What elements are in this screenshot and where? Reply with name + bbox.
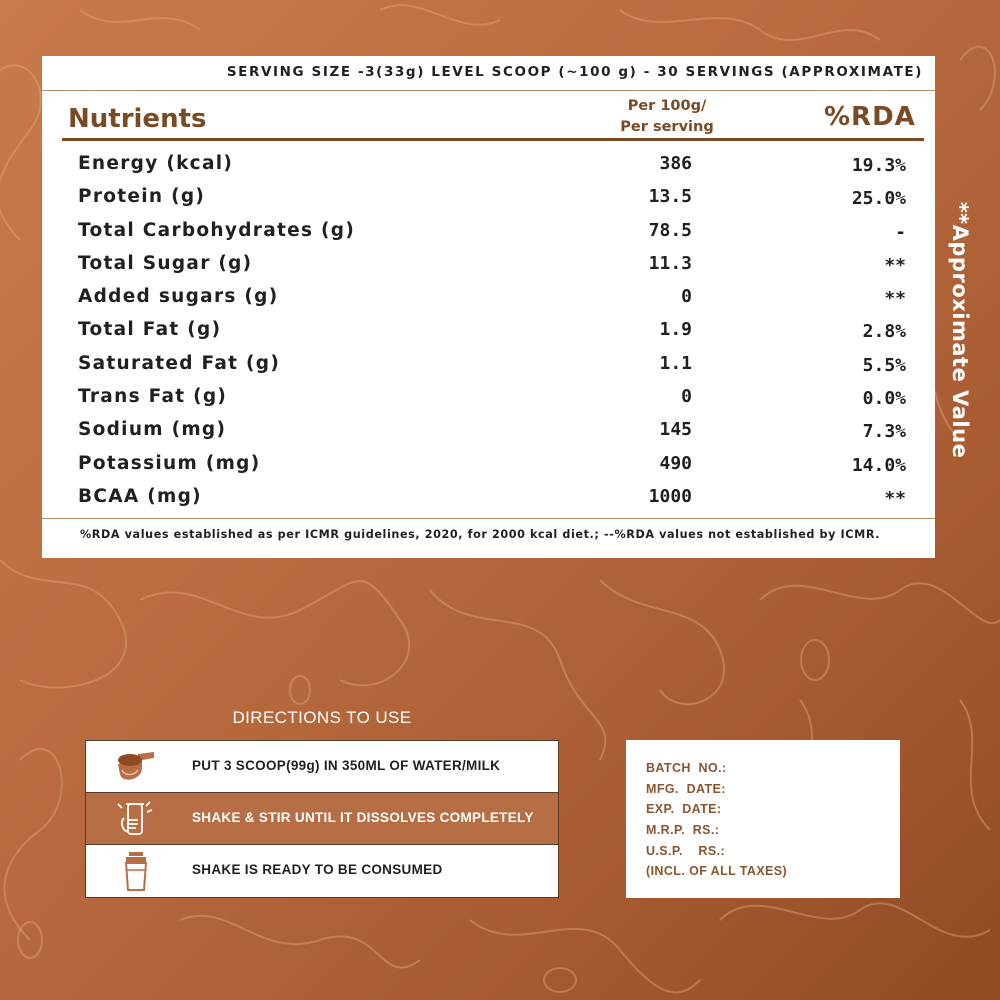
nutrient-value: 0 — [681, 386, 692, 408]
table-row — [42, 483, 935, 516]
nutrient-rda: 5.5% — [862, 354, 906, 376]
nutrient-name: Sodium (mg) — [78, 419, 227, 441]
batch-number-label: BATCH NO.: — [646, 761, 727, 775]
nutrient-name: Trans Fat (g) — [78, 386, 228, 408]
nutrients-header: Nutrients — [68, 104, 207, 134]
nutrient-value: 386 — [659, 153, 692, 174]
nutrient-name: Total Sugar (g) — [78, 252, 253, 274]
rda-footnote: %RDA values established as per ICMR guidelines, 2020, for 2000 kcal diet.; --%RDA values not established by ICMR. — [80, 528, 881, 541]
nutrient-value: 78.5 — [648, 219, 692, 241]
nutrient-name: Total Fat (g) — [78, 319, 222, 341]
mrp-label: M.R.P. RS.: — [646, 823, 720, 837]
per-serving-header-line2: Per serving — [620, 119, 714, 135]
nutrient-rows — [42, 150, 935, 516]
table-row — [42, 183, 935, 216]
mfg-date-label: MFG. DATE: — [646, 782, 726, 796]
divider — [42, 90, 935, 91]
direction-step — [86, 741, 558, 792]
nutrient-value: 1.1 — [659, 352, 692, 374]
nutrient-value: 1.9 — [659, 319, 692, 341]
shaking-hand-icon — [116, 798, 156, 840]
table-row — [42, 383, 935, 416]
header-divider — [62, 138, 924, 141]
batch-info-box — [626, 740, 900, 898]
nutrient-value: 11.3 — [648, 252, 692, 274]
nutrient-value: 13.5 — [648, 186, 692, 208]
nutrient-rda: ** — [884, 288, 906, 310]
nutrient-rda: - — [895, 221, 906, 243]
direction-step-text: SHAKE & STIR UNTIL IT DISSOLVES COMPLETELY — [192, 810, 534, 825]
usp-label: U.S.P. RS.: — [646, 844, 726, 858]
direction-step-text: PUT 3 SCOOP(99g) IN 350ML OF WATER/MILK — [192, 758, 501, 773]
nutrient-value: 0 — [681, 286, 692, 308]
table-row — [42, 416, 935, 449]
nutrient-rda: 14.0% — [851, 454, 906, 476]
direction-step — [86, 793, 558, 844]
exp-date-label: EXP. DATE: — [646, 802, 722, 816]
direction-step — [86, 845, 558, 896]
nutrient-name: Saturated Fat (g) — [78, 352, 281, 374]
table-row — [42, 283, 935, 316]
table-row — [42, 316, 935, 349]
scoop-icon — [116, 746, 156, 788]
nutrient-rda: 7.3% — [862, 421, 906, 443]
table-row — [42, 450, 935, 483]
nutrient-value: 1000 — [648, 485, 692, 507]
footer-divider — [42, 518, 935, 519]
table-row — [42, 350, 935, 383]
directions-title: DIRECTIONS TO USE — [232, 708, 412, 727]
serving-size: SERVING SIZE -3(33g) LEVEL SCOOP (~100 g) - 30 SERVINGS (APPROXIMATE) — [226, 64, 923, 80]
nutrition-panel — [42, 56, 935, 558]
nutrient-value: 490 — [659, 452, 692, 474]
nutrient-rda: 19.3% — [851, 155, 906, 176]
nutrient-name: BCAA (mg) — [78, 485, 202, 507]
per-serving-header — [602, 96, 732, 138]
shaker-bottle-icon — [116, 850, 156, 892]
table-row — [42, 250, 935, 283]
nutrient-rda: ** — [884, 487, 906, 509]
nutrient-name: Added sugars (g) — [78, 286, 279, 308]
per-serving-header-line1: Per 100g/ — [627, 98, 707, 114]
nutrient-name: Energy (kcal) — [78, 153, 234, 174]
nutrient-value: 145 — [659, 419, 692, 441]
rda-header: %RDA — [824, 102, 916, 132]
nutrient-name: Total Carbohydrates (g) — [78, 219, 356, 241]
directions-box — [85, 740, 559, 898]
nutrient-rda: 2.8% — [862, 321, 906, 343]
nutrient-name: Protein (g) — [78, 186, 206, 208]
table-row — [42, 217, 935, 250]
nutrient-name: Potassium (mg) — [78, 452, 261, 474]
direction-step-text: SHAKE IS READY TO BE CONSUMED — [192, 862, 443, 877]
taxes-note: (INCL. OF ALL TAXES) — [646, 864, 788, 878]
table-row — [42, 150, 935, 183]
nutrient-rda: 0.0% — [862, 388, 906, 410]
nutrient-rda: ** — [884, 254, 906, 276]
approximate-value-text: **Approximate Value — [948, 201, 972, 459]
approximate-value-note — [945, 185, 975, 475]
nutrient-rda: 25.0% — [851, 188, 906, 210]
